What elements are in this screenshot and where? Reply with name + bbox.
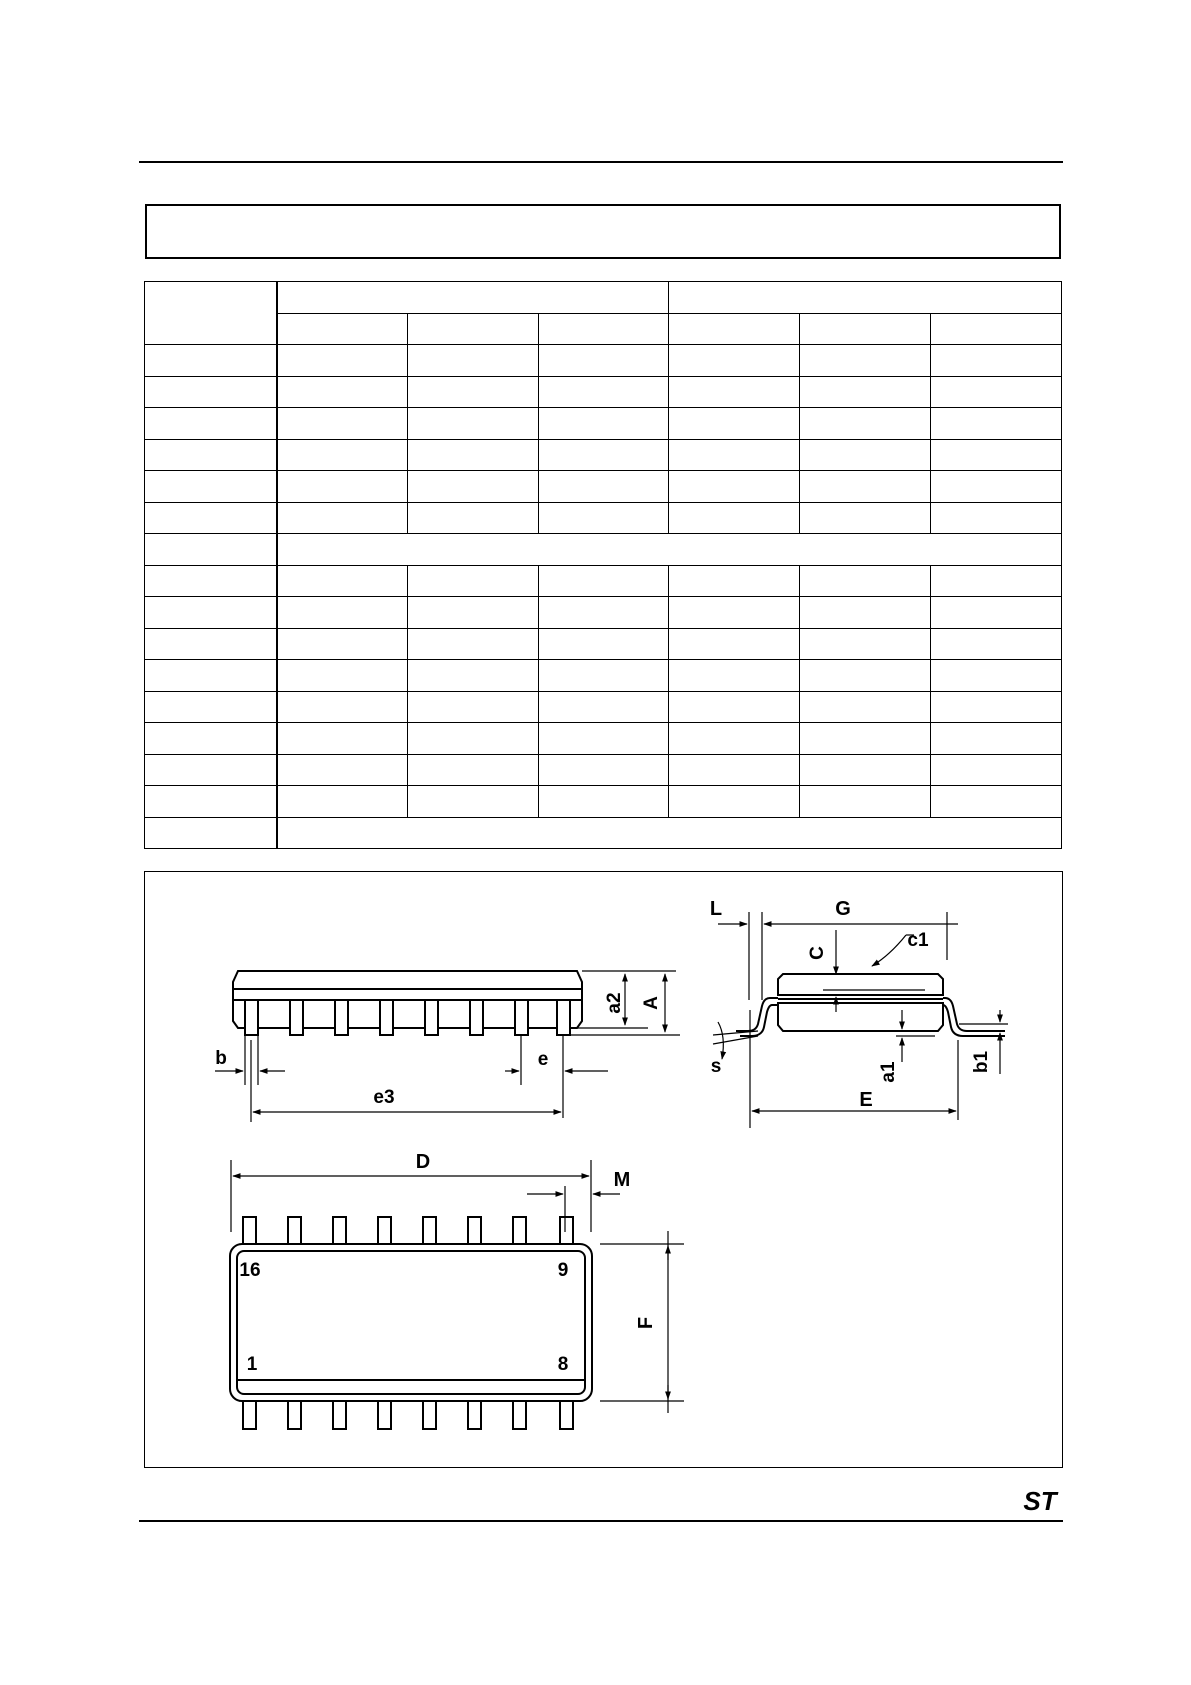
label-L: L <box>709 898 723 920</box>
st-logo <box>1016 1486 1064 1518</box>
pin-number-16: 16 <box>239 1260 261 1281</box>
label-F: F <box>635 1316 657 1330</box>
label-e: e <box>537 1049 549 1070</box>
st-logo-text: ST <box>1023 1486 1057 1516</box>
label-c1: c1 <box>907 930 929 951</box>
label-M: M <box>613 1169 631 1191</box>
label-G: G <box>835 898 851 920</box>
top-view <box>230 1217 592 1429</box>
footer-rule <box>139 1520 1063 1522</box>
end-view <box>736 974 1005 1036</box>
label-E: E <box>859 1089 873 1111</box>
label-b1: b1 <box>971 1050 992 1074</box>
pin-number-1: 1 <box>246 1354 258 1375</box>
label-D: D <box>415 1151 431 1173</box>
label-C: C <box>807 946 828 960</box>
label-b: b <box>215 1048 227 1069</box>
top-pins <box>243 1217 573 1244</box>
pin-number-8: 8 <box>557 1354 569 1375</box>
label-s: s <box>710 1056 722 1077</box>
label-e3: e3 <box>373 1087 395 1108</box>
pin-number-9: 9 <box>557 1260 569 1281</box>
side-view-front <box>233 971 582 1035</box>
label-a1: a1 <box>878 1061 899 1083</box>
label-a2: a2 <box>604 992 625 1014</box>
label-A: A <box>641 996 662 1010</box>
bottom-pins <box>243 1401 573 1429</box>
